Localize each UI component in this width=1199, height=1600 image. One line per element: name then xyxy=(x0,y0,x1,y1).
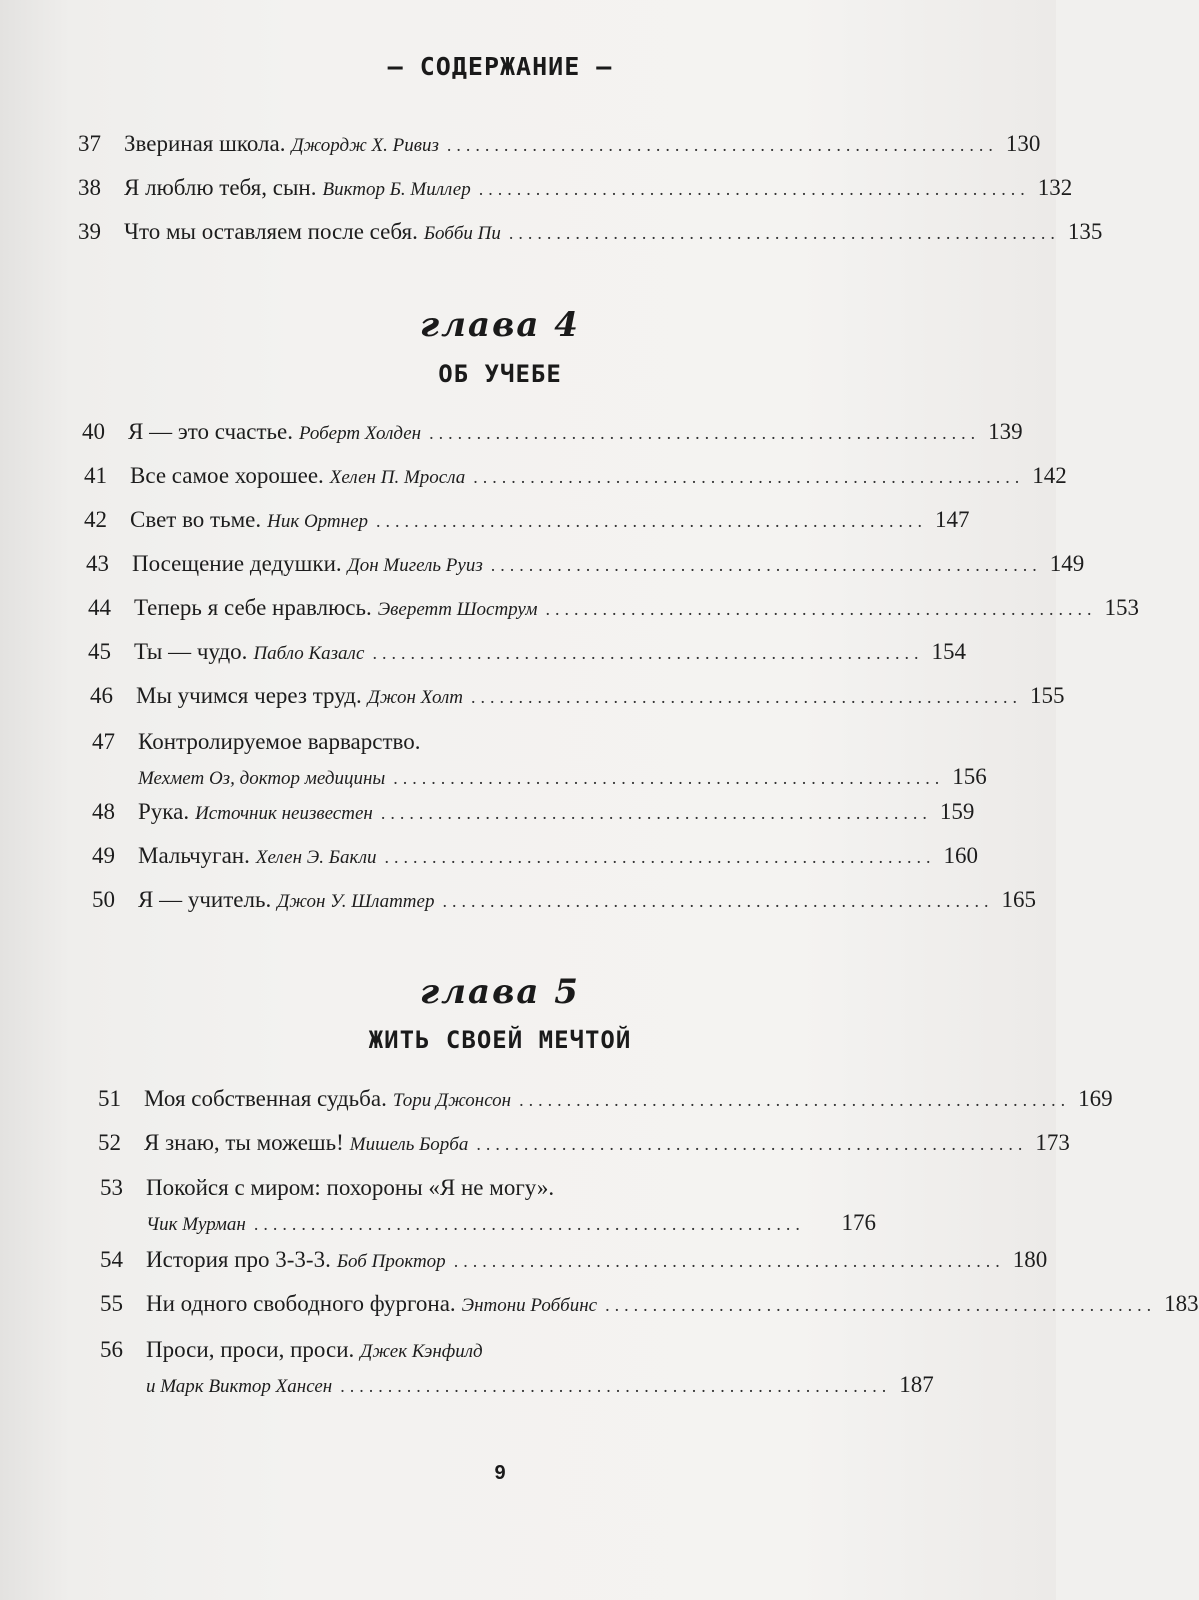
entry-page: 180 xyxy=(1012,1247,1048,1272)
entry-title: Что мы оставляем после себя. xyxy=(124,219,418,244)
entry-title: Свет во тьме. xyxy=(130,507,262,532)
entry-title: Я люблю тебя, сын. xyxy=(124,175,317,200)
entry-page: 156 xyxy=(952,763,987,789)
entry-title: Рука. xyxy=(138,799,190,824)
entry-page: 132 xyxy=(1037,175,1073,200)
leader-dots: .......................................................... xyxy=(380,803,932,823)
leader-dots: .......................................................... xyxy=(471,687,1022,707)
entry-author: Джордж Х. Ривиз xyxy=(291,135,439,156)
entry-number: 39 xyxy=(78,219,101,244)
entry-number: 49 xyxy=(92,843,115,868)
entry-page: 160 xyxy=(943,843,978,868)
entry-title: Мы учимся через труд. xyxy=(136,683,362,708)
entry-number: 48 xyxy=(92,799,115,824)
entry-page: 139 xyxy=(988,419,1023,444)
entry-page: 176 xyxy=(841,1209,876,1235)
entry-number: 45 xyxy=(88,639,111,664)
running-head: – СОДЕРЖАНИЕ – xyxy=(387,52,613,81)
entry-author: Хелен П. Мросла xyxy=(329,467,466,488)
entry-page: 147 xyxy=(935,507,970,532)
leader-dots: .......................................................... xyxy=(372,643,924,663)
leader-dots: .......................................................... xyxy=(393,767,945,788)
entry-title: Ты — чудо. xyxy=(134,639,248,664)
toc-entry xyxy=(82,418,1023,447)
entry-author: Тори Джонсон xyxy=(392,1090,512,1111)
entry-title: Мальчуган. xyxy=(138,843,250,868)
entry-page: 159 xyxy=(939,799,975,824)
entry-author: Мишель Борба xyxy=(349,1134,469,1155)
toc-entry xyxy=(84,462,1067,491)
toc-entry xyxy=(92,886,1036,915)
entry-author: Чик Мурман xyxy=(146,1213,246,1235)
entry-number: 38 xyxy=(78,175,101,200)
entry-number: 42 xyxy=(84,507,107,532)
entry-author: Источник неизвестен xyxy=(195,803,373,824)
leader-dots: .......................................................... xyxy=(429,423,981,443)
entry-page: 155 xyxy=(1030,683,1065,708)
leader-dots: .......................................................... xyxy=(473,467,1025,487)
entry-author: Джон Холт xyxy=(367,687,463,708)
entry-page: 135 xyxy=(1067,219,1103,244)
entry-author: Джон У. Шлаттер xyxy=(277,891,435,912)
leader-dots: .......................................................... xyxy=(508,223,1060,243)
entry-title: Я знаю, ты можешь! xyxy=(144,1130,344,1155)
leader-dots: .......................................................... xyxy=(476,1134,1028,1154)
entry-number: 56 xyxy=(100,1337,123,1362)
leader-dots: .......................................................... xyxy=(605,1295,1157,1315)
chapter-5-title: ЖИТЬ СВОЕЙ МЕЧТОЙ xyxy=(368,1026,632,1054)
leader-dots: .......................................................... xyxy=(384,847,936,867)
toc-entry xyxy=(92,798,975,827)
entry-title: Моя собственная судьба. xyxy=(144,1086,387,1111)
entry-page: 130 xyxy=(1005,131,1041,156)
entry-number: 40 xyxy=(82,419,105,444)
entry-title: Я — это счастье. xyxy=(128,419,293,444)
entry-number: 51 xyxy=(98,1086,121,1111)
entry-page: 165 xyxy=(1001,887,1036,912)
entry-author: Эверетт Шострум xyxy=(377,599,538,620)
toc-entry xyxy=(98,1085,1113,1114)
leader-dots: .......................................................... xyxy=(446,135,998,155)
entry-title: Контролируемое варварство. xyxy=(138,729,421,754)
toc-entry xyxy=(92,728,987,792)
toc-entry xyxy=(98,1129,1070,1158)
leader-dots: .......................................................... xyxy=(376,511,928,531)
entry-author: Роберт Холден xyxy=(298,423,422,444)
entry-title: Ни одного свободного фургона. xyxy=(146,1291,456,1316)
entry-title: История про 3-3-3. xyxy=(146,1247,331,1272)
entry-number: 54 xyxy=(100,1247,123,1272)
entry-page: 142 xyxy=(1032,463,1067,488)
leader-dots: .......................................................... xyxy=(253,1213,805,1234)
entry-author: Джек Кэнфилд xyxy=(360,1341,483,1362)
toc-entry xyxy=(88,638,966,667)
toc-entry xyxy=(92,842,978,871)
entry-author: Виктор Б. Миллер xyxy=(322,179,471,200)
chapter-5-label: глава 5 xyxy=(420,972,580,1012)
entry-author: Дон Мигель Руиз xyxy=(347,555,483,576)
entry-title: Я — учитель. xyxy=(138,887,272,912)
entry-number: 47 xyxy=(92,729,115,754)
entry-author: Хелен Э. Бакли xyxy=(255,847,377,868)
entry-number: 41 xyxy=(84,463,107,488)
page-number: 9 xyxy=(494,1462,506,1484)
entry-author: Энтони Роббинс xyxy=(461,1295,598,1316)
entry-author: Боб Проктор xyxy=(336,1251,446,1272)
entry-page: 187 xyxy=(899,1371,934,1397)
entry-number: 52 xyxy=(98,1130,121,1155)
entry-number: 50 xyxy=(92,887,115,912)
entry-page: 169 xyxy=(1078,1086,1113,1111)
entry-number: 44 xyxy=(88,595,111,620)
entry-number: 43 xyxy=(86,551,109,576)
entry-title: Все самое хорошее. xyxy=(130,463,324,488)
toc-entry xyxy=(90,682,1065,711)
toc-entry xyxy=(100,1174,876,1238)
entry-number: 53 xyxy=(100,1175,123,1200)
entry-page: 154 xyxy=(931,639,966,664)
entry-page: 173 xyxy=(1035,1130,1070,1155)
leader-dots: .......................................................... xyxy=(340,1375,892,1396)
chapter-4-title: ОБ УЧЕБЕ xyxy=(438,360,562,388)
toc-entry xyxy=(100,1336,934,1400)
entry-author: Бобби Пи xyxy=(423,223,501,244)
toc-entry xyxy=(86,550,1085,579)
toc-entry xyxy=(88,594,1140,623)
entry-number: 37 xyxy=(78,131,101,156)
entry-title: Покойся с миром: похороны «Я не могу». xyxy=(146,1175,555,1200)
leader-dots: .......................................................... xyxy=(545,599,1097,619)
leader-dots: .......................................................... xyxy=(442,891,994,911)
leader-dots: .......................................................... xyxy=(490,555,1042,575)
entry-author: Ник Ортнер xyxy=(267,511,369,532)
entry-title: Проси, проси, проси. xyxy=(146,1337,355,1362)
leader-dots: .......................................................... xyxy=(453,1251,1005,1271)
leader-dots: .......................................................... xyxy=(478,179,1030,199)
toc-entry xyxy=(100,1246,1048,1275)
entry-title: Посещение дедушки. xyxy=(132,551,342,576)
entry-author-continued: и Марк Виктор Хансен xyxy=(146,1375,333,1397)
entry-page: 153 xyxy=(1104,595,1140,620)
entry-title: Звериная школа. xyxy=(124,131,286,156)
leader-dots: .......................................................... xyxy=(519,1090,1071,1110)
chapter-4-label: глава 4 xyxy=(420,305,580,345)
toc-entry xyxy=(78,218,1103,247)
entry-author: Мехмет Оз, доктор медицины xyxy=(138,767,386,789)
toc-entry xyxy=(100,1290,1199,1319)
entry-author: Пабло Казалс xyxy=(253,643,365,664)
entry-number: 55 xyxy=(100,1291,123,1316)
entry-page: 149 xyxy=(1049,551,1085,576)
entry-title: Теперь я себе нравлюсь. xyxy=(134,595,372,620)
toc-entry xyxy=(84,506,970,535)
entry-page: 183 xyxy=(1164,1291,1199,1316)
entry-number: 46 xyxy=(90,683,113,708)
toc-entry xyxy=(78,174,1073,203)
toc-entry xyxy=(78,130,1041,159)
